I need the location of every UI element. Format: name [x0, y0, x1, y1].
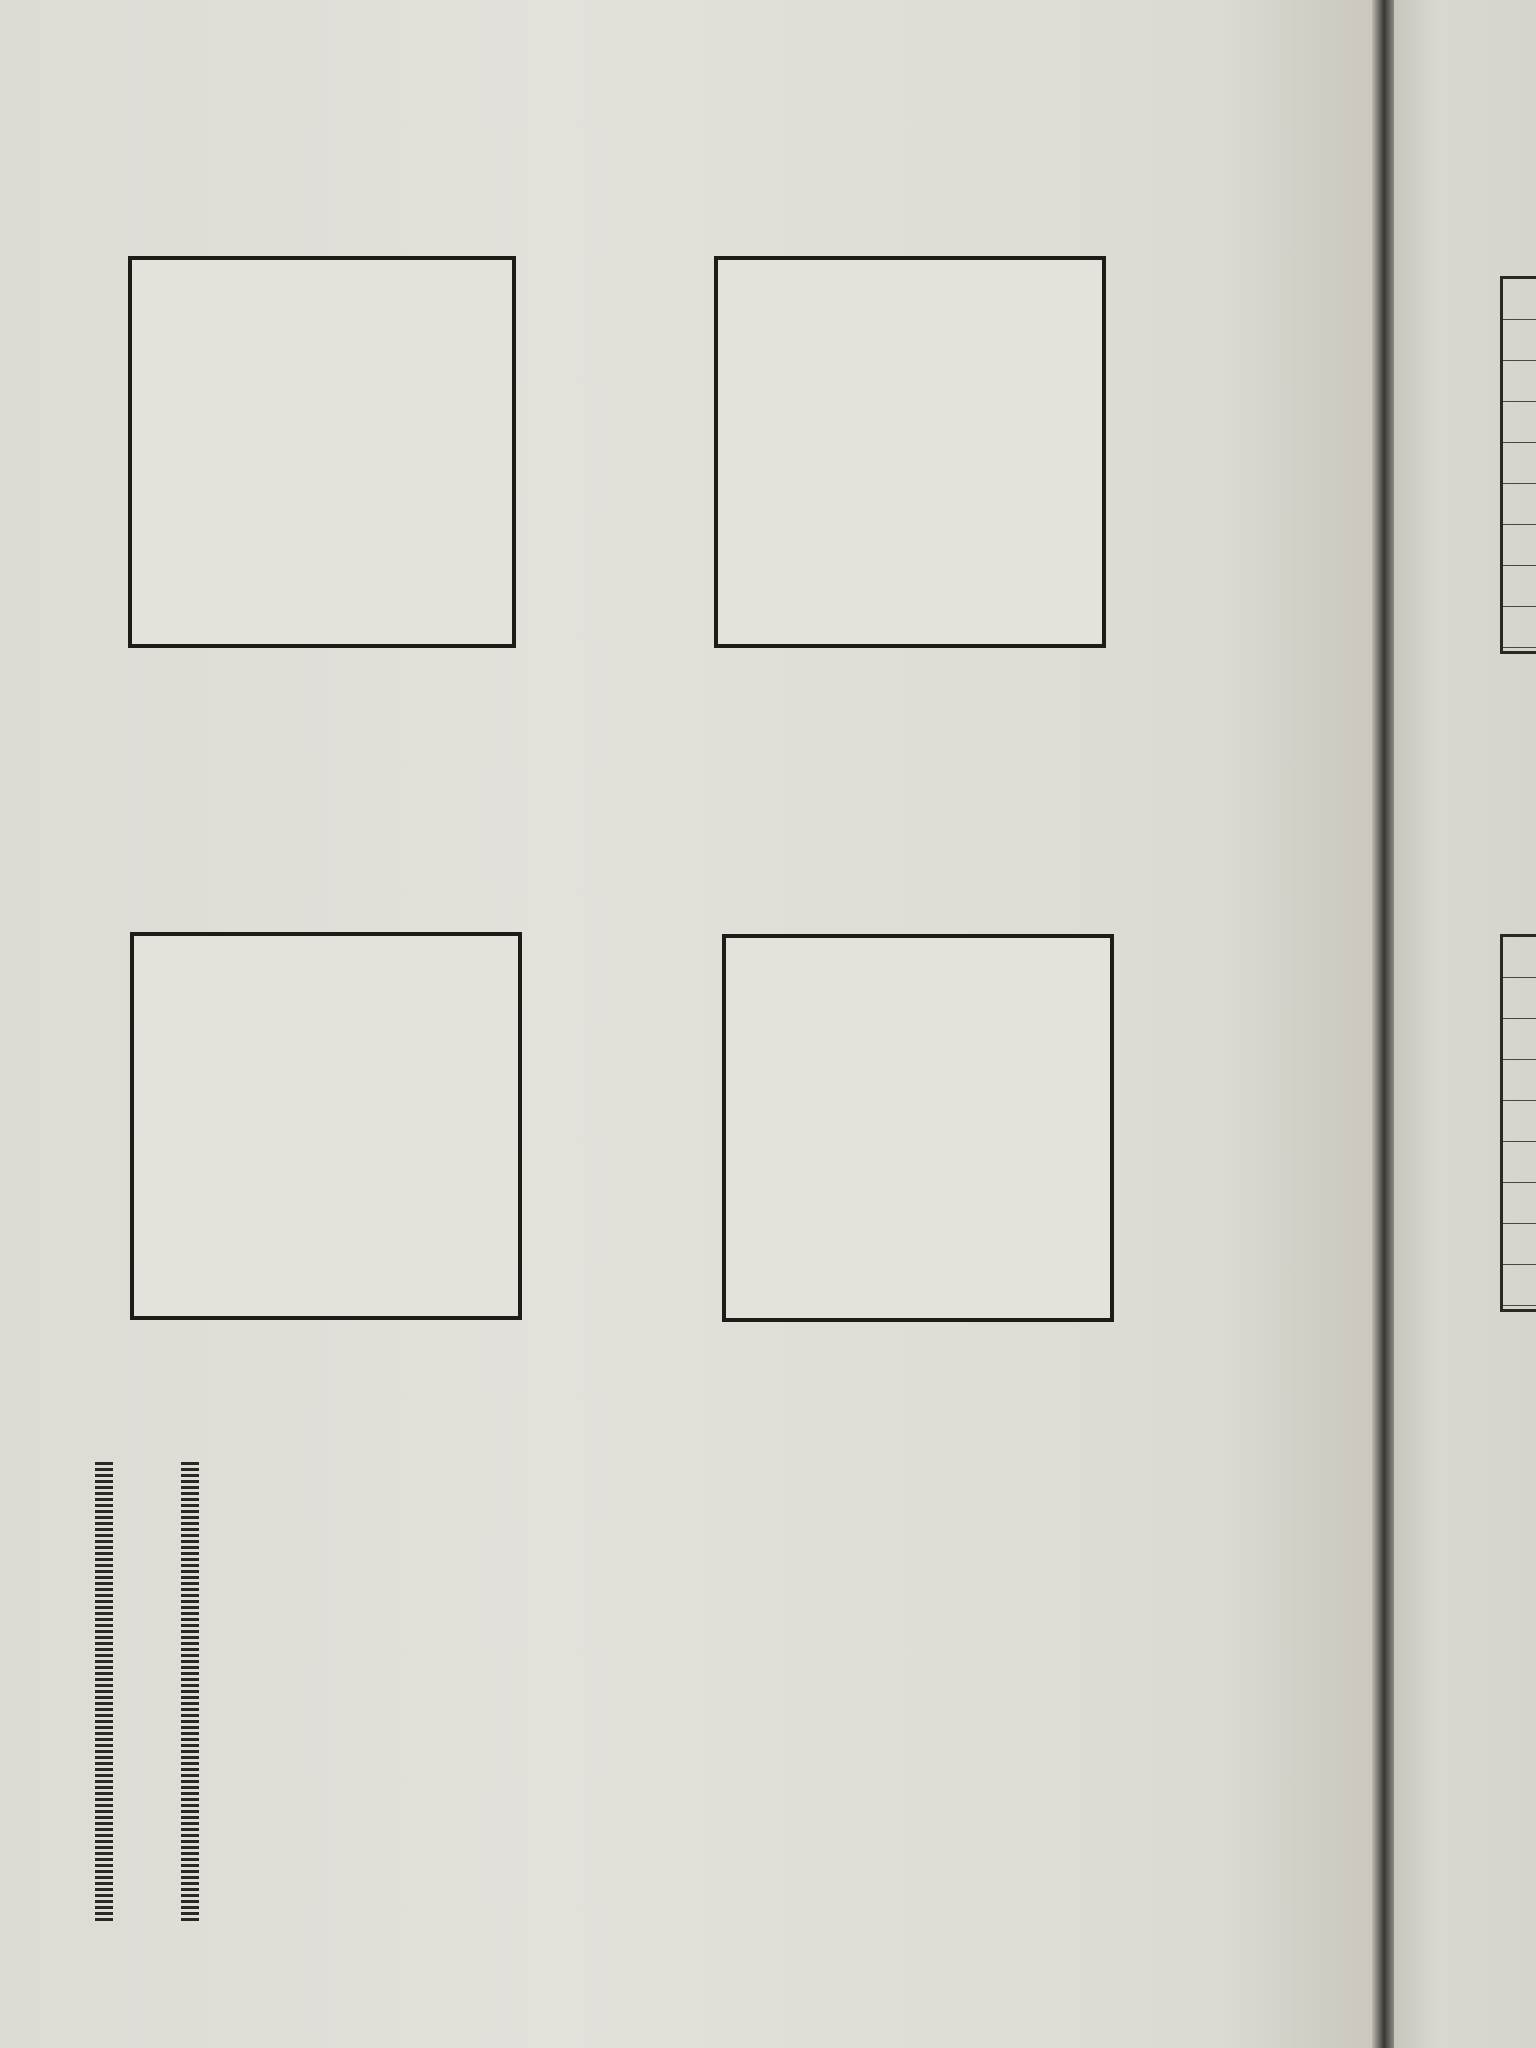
book-gutter — [1372, 0, 1394, 2048]
shogi-board — [714, 256, 1106, 648]
pieces-in-hand — [1168, 440, 1194, 462]
pieces-in-hand — [582, 1082, 608, 1104]
rank-labels — [520, 260, 552, 640]
column-title — [95, 1462, 199, 1922]
shogi-board — [722, 934, 1114, 1322]
adjacent-board-fragment — [1500, 276, 1536, 654]
adjacent-board-fragment — [1500, 934, 1536, 1312]
shogi-board — [130, 932, 522, 1320]
shogi-board — [128, 256, 516, 648]
pieces-in-hand — [578, 412, 604, 434]
rank-labels — [1110, 262, 1142, 640]
title-ornament — [181, 1462, 199, 1922]
rank-labels — [524, 938, 556, 1314]
pieces-in-hand — [1174, 1116, 1200, 1138]
rank-labels — [1116, 940, 1148, 1316]
title-ornament — [95, 1462, 113, 1922]
